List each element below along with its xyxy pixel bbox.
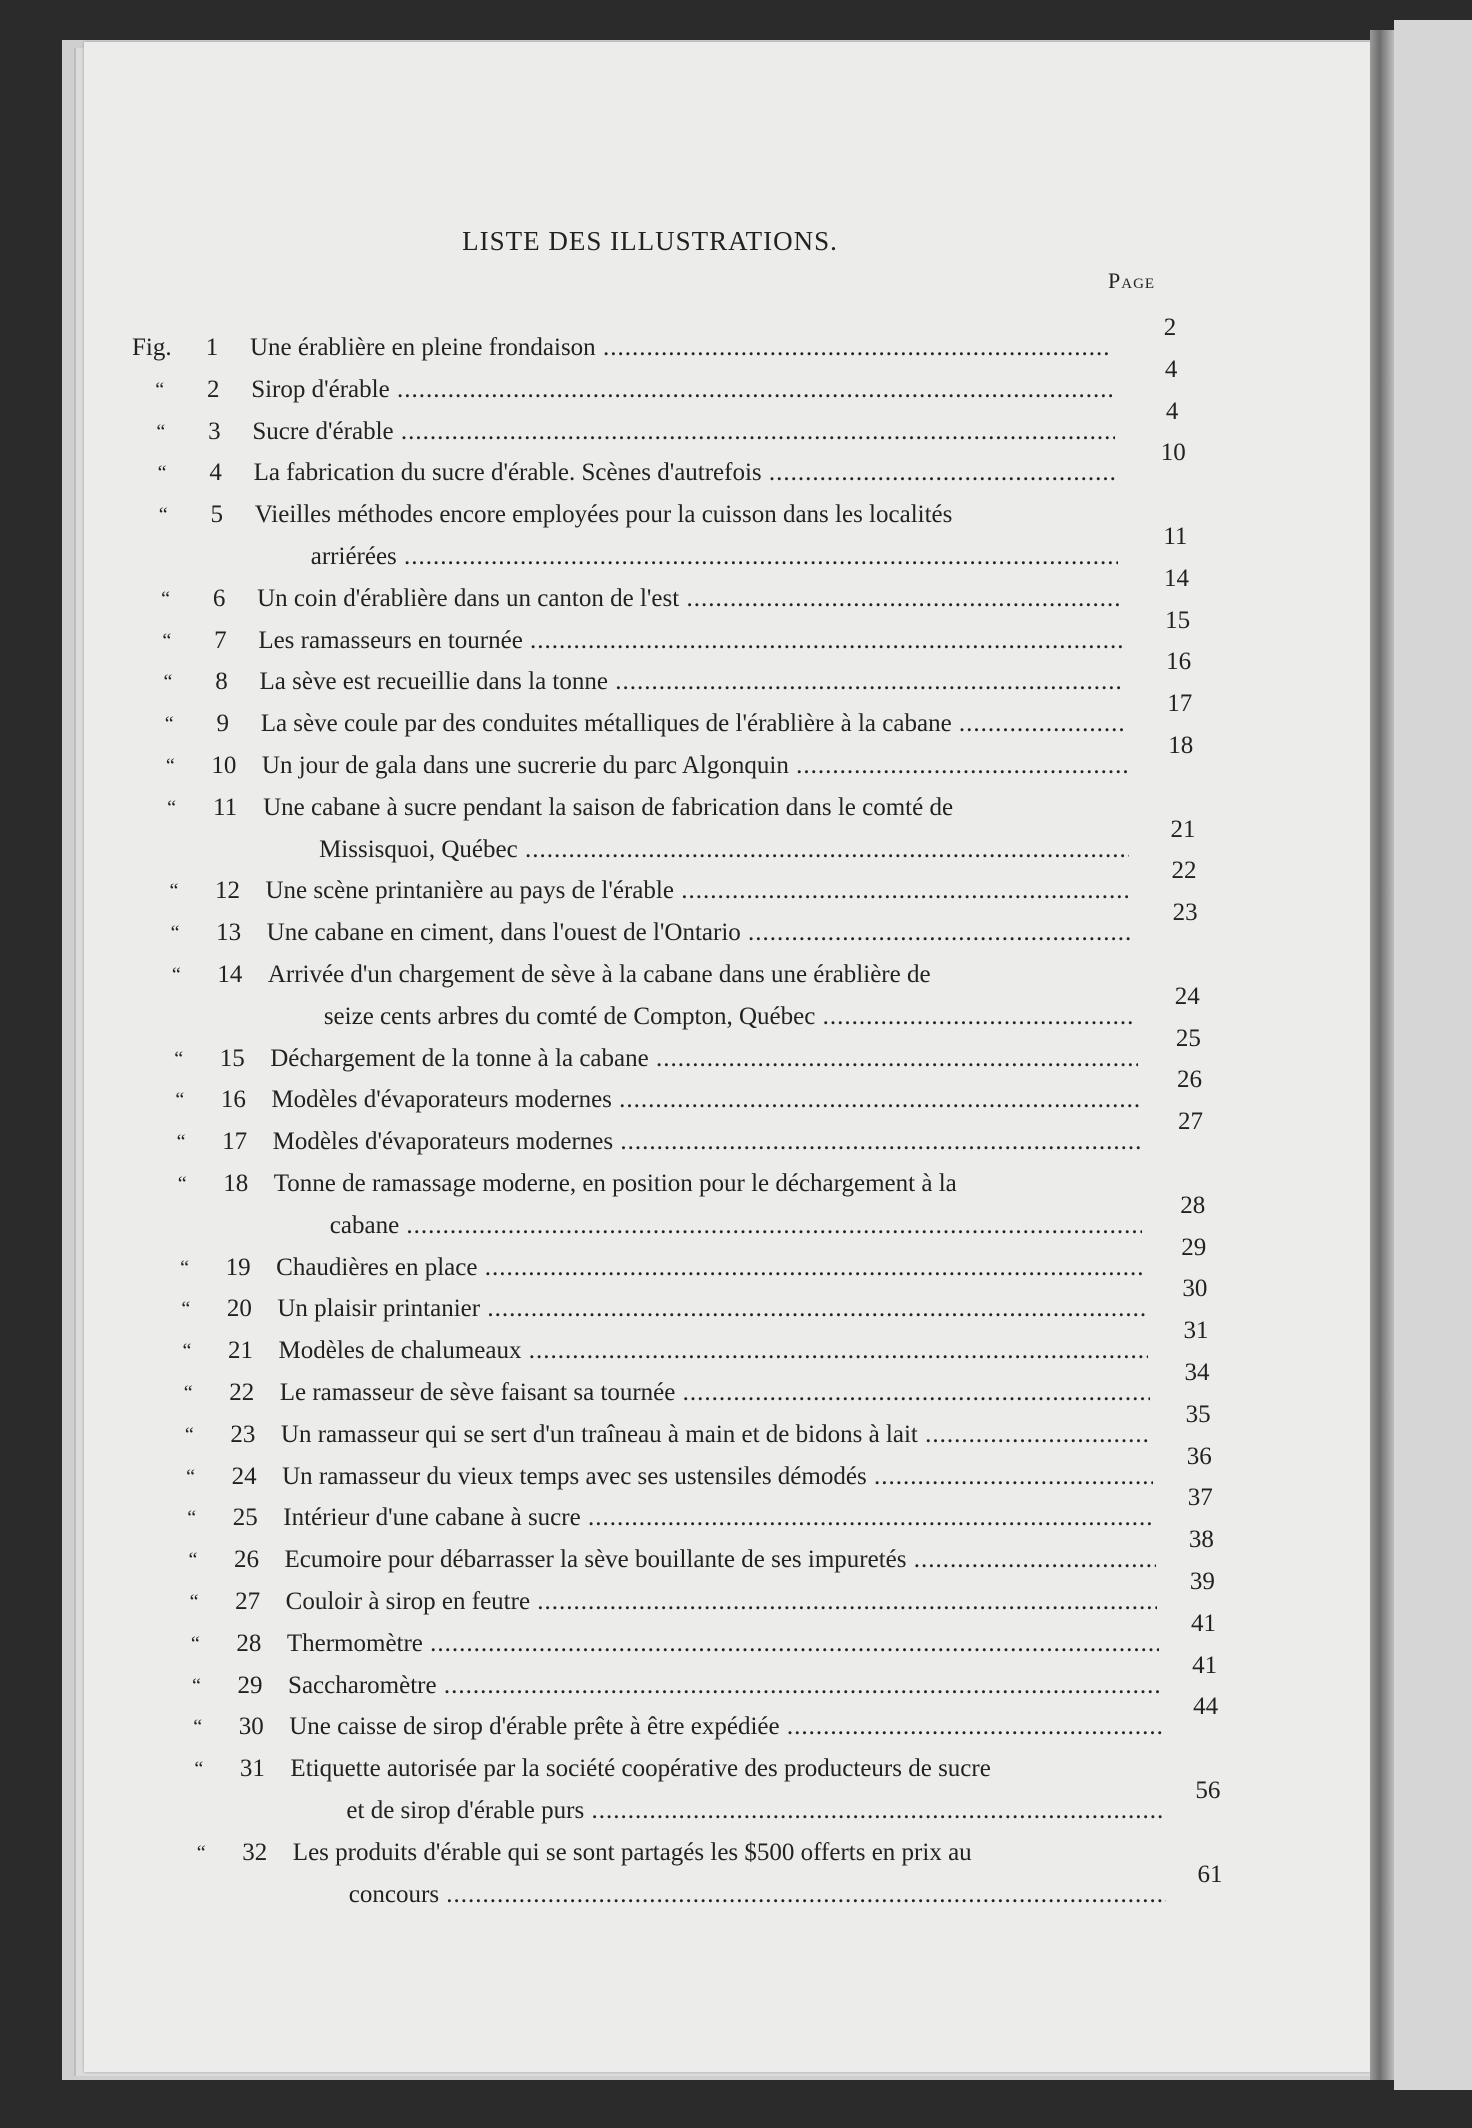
ditto-mark: “ — [171, 964, 181, 986]
caption-text: Arrivée d'un chargement de sève à la cabane dans une érablière de — [267, 961, 931, 988]
caption-continuation: seize cents arbres du comté de Compton, Québec ..... — [324, 997, 1135, 1037]
caption-text: Une cabane à sucre pendant la saison de fabrication dans le comté de — [263, 793, 954, 821]
list-item — [166, 1540, 1155, 1582]
caption-continuation: et de sirop d'érable purs ..... — [346, 1791, 1163, 1831]
caption-text: Chaudières en place ..... — [276, 1248, 1145, 1288]
ditto-mark: “ — [161, 587, 171, 610]
ditto-mark: “ — [156, 420, 166, 443]
figure-number: 10 — [211, 752, 237, 779]
page-number: 16 — [1166, 648, 1192, 676]
figure-number: 24 — [231, 1462, 257, 1490]
figure-number: 28 — [236, 1629, 262, 1657]
figure-number: 18 — [223, 1170, 249, 1197]
caption-text: La fabrication du sucre d'érable. Scènes d'autrefois ..... — [254, 453, 1117, 493]
page-number: 35 — [1185, 1400, 1211, 1428]
figure-number: 12 — [214, 877, 240, 905]
caption-text: Saccharomètre ..... — [288, 1666, 1160, 1706]
page-title: LISTE DES ILLUSTRATIONS. — [462, 226, 838, 256]
caption-text: Le ramasseur de sève faisant sa tournée ..... — [280, 1373, 1150, 1413]
page-number: 17 — [1167, 690, 1193, 718]
figure-number: 25 — [232, 1504, 258, 1532]
figure-number: 7 — [214, 626, 227, 654]
page-number: 26 — [1176, 1066, 1202, 1094]
fig-label: Fig. — [132, 334, 172, 361]
ditto-mark: “ — [188, 1549, 198, 1572]
ditto-mark: “ — [158, 504, 168, 527]
ditto-mark: “ — [164, 713, 174, 736]
list-item — [175, 1833, 1167, 1917]
page-number: 15 — [1165, 606, 1191, 634]
caption-text: Les produits d'érable qui se sont partagés les $500 offerts en prix au — [292, 1838, 972, 1866]
page-number: 41 — [1192, 1651, 1218, 1679]
list-item — [159, 1289, 1146, 1331]
caption-text: La sève coule par des conduites métalliques de l'érablière à la cabane ..... — [261, 704, 1126, 744]
ditto-mark: “ — [155, 378, 165, 401]
ditto-mark: “ — [170, 922, 180, 945]
page-number: 34 — [1184, 1359, 1210, 1386]
list-item — [136, 453, 1117, 495]
page-number: 30 — [1182, 1275, 1208, 1303]
caption-text: Un plaisir printanier ..... — [277, 1289, 1146, 1329]
ditto-mark: “ — [165, 755, 175, 777]
caption-text: Un coin d'érablière dans un canton de l'est ..... — [257, 579, 1121, 619]
list-item — [147, 871, 1131, 913]
page-number: 38 — [1188, 1526, 1214, 1554]
ditto-mark: “ — [169, 880, 179, 903]
list-item — [137, 495, 1118, 579]
ditto-mark: “ — [157, 462, 167, 485]
page-number: 28 — [1180, 1191, 1206, 1219]
ditto-mark: “ — [194, 1758, 204, 1781]
page-number: 18 — [1168, 732, 1194, 759]
list-item — [165, 1498, 1154, 1540]
page-number: 27 — [1178, 1108, 1204, 1136]
list-item — [153, 1080, 1139, 1122]
list-item — [150, 955, 1135, 1039]
caption-text: Une érablière en pleine frondaison ..... — [250, 328, 1112, 368]
ditto-mark: “ — [186, 1465, 195, 1488]
page-number: 61 — [1197, 1860, 1223, 1888]
caption-text: Une caisse de sirop d'érable prête à être expédiée ..... — [289, 1707, 1162, 1747]
figure-number: 27 — [235, 1588, 261, 1615]
caption-text: Un ramasseur qui se sert d'un traîneau à main et de bidons à lait ..... — [281, 1415, 1151, 1455]
caption-text: Vieilles méthodes encore employées pour la cuisson dans les localités — [254, 501, 953, 529]
caption-continuation: cabane ..... — [330, 1206, 1142, 1246]
figure-number: 26 — [233, 1546, 259, 1574]
figure-number: 16 — [220, 1086, 246, 1114]
ditto-mark: “ — [163, 671, 173, 694]
figure-number: 9 — [216, 710, 229, 738]
ditto-mark: “ — [193, 1716, 203, 1739]
page-number: 14 — [1163, 564, 1189, 592]
figure-number: 2 — [206, 375, 220, 403]
page-number: 39 — [1189, 1568, 1215, 1595]
page-column-heading: Page — [1108, 268, 1156, 293]
page-number: 11 — [1163, 523, 1188, 550]
page-number: 29 — [1181, 1233, 1207, 1261]
figure-number: 4 — [209, 459, 222, 487]
list-item — [142, 662, 1125, 704]
list-item — [156, 1164, 1142, 1248]
caption-text: Etiquette autorisée par la société coopérative des producteurs de sucre — [290, 1755, 991, 1783]
ditto-mark: “ — [181, 1298, 191, 1321]
caption-continuation: arriérées ..... — [311, 537, 1118, 577]
caption-text: Sucre d'érable ..... — [252, 412, 1115, 452]
list-item — [168, 1582, 1158, 1624]
figure-number: 30 — [238, 1713, 264, 1741]
list-item — [144, 746, 1127, 788]
page-number: 21 — [1170, 815, 1196, 843]
figure-number: 23 — [230, 1420, 256, 1448]
page-number: 31 — [1183, 1317, 1209, 1345]
list-item — [169, 1624, 1159, 1666]
ditto-mark: “ — [192, 1674, 201, 1697]
caption-text: Thermomètre ..... — [287, 1624, 1159, 1664]
list-item — [134, 412, 1115, 454]
list-item — [161, 1331, 1149, 1373]
caption-text: Un jour de gala dans une sucrerie du parc Algonquin ..... — [262, 746, 1127, 786]
list-item — [162, 1373, 1150, 1415]
ditto-mark: “ — [184, 1423, 194, 1446]
caption-text: Une scène printanière au pays de l'érable ..... — [265, 871, 1131, 911]
figure-number: 20 — [226, 1295, 252, 1323]
list-item — [133, 370, 1113, 412]
list-item — [139, 579, 1121, 621]
caption-continuation: concours ..... — [349, 1875, 1167, 1915]
figure-number: 1 — [205, 334, 219, 361]
caption-continuation: Missisquoi, Québec ..... — [319, 830, 1129, 870]
page-number: 36 — [1186, 1442, 1212, 1470]
list-item — [149, 913, 1134, 955]
figure-number: 13 — [216, 919, 242, 947]
figure-number: 19 — [225, 1253, 251, 1281]
list-item — [164, 1457, 1153, 1499]
caption-text: Tonne de ramassage moderne, en position pour le déchargement à la — [273, 1170, 957, 1197]
caption-text: Sirop d'érable ..... — [251, 370, 1113, 410]
list-item — [143, 704, 1126, 746]
page-number: 37 — [1187, 1484, 1213, 1512]
ditto-mark: “ — [162, 629, 172, 652]
caption-text: Modèles d'évaporateurs modernes ..... — [273, 1122, 1141, 1162]
caption-text: Un ramasseur du vieux temps avec ses ustensiles démodés ..... — [282, 1457, 1153, 1497]
ditto-mark: “ — [187, 1507, 197, 1530]
ditto-mark: “ — [189, 1591, 199, 1613]
list-item — [171, 1707, 1162, 1749]
page-number: 25 — [1175, 1024, 1201, 1052]
caption-text: Intérieur d'une cabane à sucre ..... — [283, 1498, 1154, 1538]
caption-text: Une cabane en ciment, dans l'ouest de l'Ontario ..... — [267, 913, 1134, 953]
page-number: 2 — [1163, 314, 1177, 341]
ditto-mark: “ — [175, 1089, 185, 1112]
list-item — [163, 1415, 1151, 1457]
ditto-mark: “ — [180, 1256, 190, 1279]
list-item — [145, 788, 1129, 872]
caption-text: Ecumoire pour débarrasser la sève bouillante de ses impuretés ..... — [284, 1540, 1155, 1580]
caption-text: Déchargement de la tonne à la cabane ..... — [270, 1039, 1138, 1079]
figure-number: 29 — [237, 1671, 263, 1699]
list-item — [155, 1122, 1141, 1164]
list-item — [132, 328, 1112, 370]
page-number: 4 — [1165, 397, 1179, 425]
page-number: 10 — [1160, 439, 1186, 467]
figure-number: 22 — [229, 1379, 255, 1406]
figure-number: 21 — [228, 1337, 254, 1365]
page-number: 23 — [1172, 899, 1198, 927]
page-number: 41 — [1191, 1609, 1216, 1637]
list-item — [172, 1749, 1163, 1833]
page-number: 22 — [1171, 857, 1197, 885]
figure-number: 11 — [213, 793, 238, 821]
page-number: 4 — [1164, 355, 1178, 383]
figure-number: 32 — [242, 1838, 268, 1866]
list-item — [140, 621, 1122, 663]
ditto-mark: “ — [190, 1632, 200, 1655]
ditto-mark: “ — [176, 1131, 186, 1154]
page-number: 56 — [1195, 1777, 1221, 1804]
figure-number: 5 — [210, 501, 223, 529]
figure-number: 8 — [215, 668, 228, 696]
caption-text: Couloir à sirop en feutre ..... — [286, 1582, 1158, 1622]
figure-number: 15 — [219, 1044, 245, 1072]
ditto-mark: “ — [182, 1340, 192, 1363]
ditto-mark: “ — [183, 1382, 193, 1404]
caption-text: Les ramasseurs en tournée ..... — [258, 621, 1122, 661]
figure-number: 31 — [239, 1755, 265, 1783]
figure-number: 3 — [208, 417, 221, 445]
list-item — [170, 1666, 1160, 1708]
page-number: 24 — [1174, 982, 1200, 1010]
figure-number: 6 — [212, 584, 226, 612]
list-item — [158, 1248, 1145, 1290]
figure-number: 14 — [217, 961, 243, 988]
caption-text: Modèles de chalumeaux ..... — [279, 1331, 1149, 1371]
caption-text: Modèles d'évaporateurs modernes ..... — [271, 1080, 1139, 1120]
list-item — [152, 1039, 1138, 1081]
ditto-mark: “ — [167, 796, 176, 819]
ditto-mark: “ — [177, 1173, 187, 1195]
figure-number: 17 — [222, 1128, 248, 1156]
page-number: 44 — [1193, 1693, 1219, 1721]
ditto-mark: “ — [174, 1047, 184, 1070]
caption-text: La sève est recueillie dans la tonne ..... — [260, 662, 1125, 702]
ditto-mark: “ — [196, 1841, 206, 1864]
